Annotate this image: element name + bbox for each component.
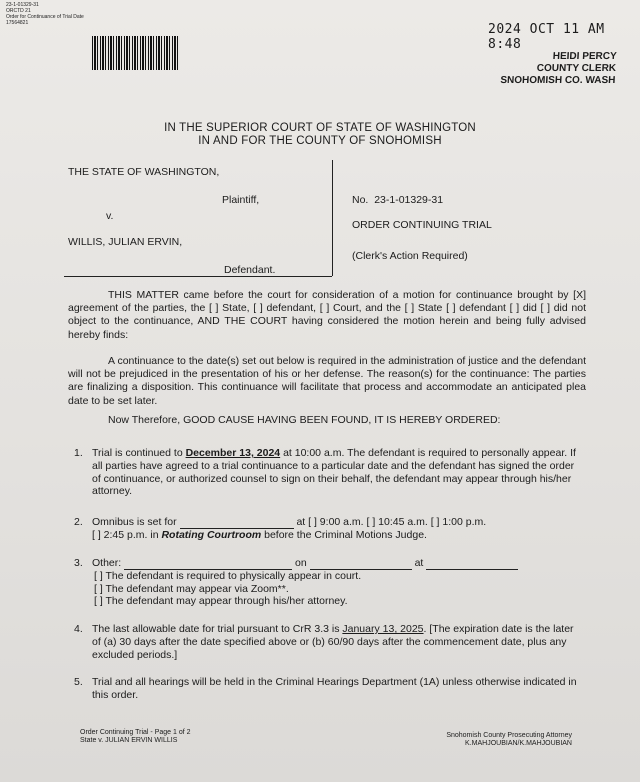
item-number: 2.	[74, 516, 83, 528]
filing-stamp-datetime: 2024 OCT 11 AM 8:48	[488, 22, 605, 52]
plaintiff-name: THE STATE OF WASHINGTON,	[68, 166, 220, 178]
rotating-courtroom: Rotating Courtroom	[161, 528, 262, 541]
court-heading-line1: IN THE SUPERIOR COURT OF STATE OF WASHINGTON	[164, 122, 476, 134]
last-allowable-date: January 13, 2025	[342, 623, 424, 635]
other-item	[92, 557, 592, 608]
order-title: ORDER CONTINUING TRIAL	[352, 219, 492, 231]
caption-divider-vertical	[332, 160, 333, 276]
barcode-label-line: 23-1-01329-31	[6, 2, 39, 8]
footer-prosecutor: Snohomish County Prosecuting Attorney	[446, 732, 572, 739]
appearance-option: [ ] The defendant may appear through his/her attorney.	[94, 595, 348, 608]
footer-left	[80, 729, 191, 745]
clerk-action-note: (Clerk's Action Required)	[352, 250, 468, 262]
item-number: 3.	[74, 557, 83, 569]
footer-case-name: State v. JULIAN ERVIN WILLIS	[80, 737, 178, 744]
item-text: on	[295, 557, 307, 569]
defendant-label: Defendant.	[224, 264, 276, 276]
item-text: at [ ] 9:00 a.m. [ ] 10:45 a.m. [ ] 1:00 p.m.	[296, 516, 487, 528]
clerk-stamp	[500, 51, 617, 87]
trial-date: December 13, 2024	[185, 447, 281, 459]
case-number-label: No.	[352, 194, 369, 206]
item-text: [ ] 2:45 p.m. in	[92, 528, 162, 541]
court-heading-line2: IN AND FOR THE COUNTY OF SNOHOMISH	[198, 135, 442, 147]
other-blank	[124, 559, 292, 570]
last-allowable-date-item	[92, 623, 584, 661]
omnibus-date-blank	[180, 518, 294, 529]
court-heading	[0, 122, 640, 148]
trial-continued-item	[92, 447, 580, 498]
barcode-label-line: Order for Continuance of Trial Date	[6, 14, 84, 20]
item-text: at 10:00 a.m. The defendant is required to personally appear. If all parties have agreed to a trial continuance to a particular date and the defendant has signed the order of continuance, or authorized counsel to sign on their behalf, the defendant may appear through his/her attorney.	[92, 447, 576, 498]
clerk-line: HEIDI PERCY	[552, 51, 617, 62]
appearance-option: [ ] The defendant is required to physically appear in court.	[94, 569, 362, 582]
case-number-value: 23-1-01329-31	[374, 194, 444, 206]
footer-page-info: Order Continuing Trial - Page 1 of 2	[80, 729, 191, 736]
barcode-label	[6, 2, 84, 26]
barcode-image	[92, 36, 180, 70]
clerk-line: SNOHOMISH CO. WASH	[500, 75, 616, 86]
ordered-paragraph: Now Therefore, GOOD CAUSE HAVING BEEN FOUND, IT IS HEREBY ORDERED:	[108, 414, 501, 426]
footer-attorney-initials: K.MAHJOUBIAN/K.MAHJOUBIAN	[465, 740, 572, 747]
item-text: Omnibus is set for	[92, 516, 177, 528]
item-text: Other:	[92, 557, 122, 569]
caption-divider-horizontal	[64, 276, 332, 277]
defendant-name: WILLIS, JULIAN ERVIN,	[68, 236, 183, 248]
item-text: . [The expiration date is the later of (a) 30 days after the date specified above or (b) 60/90 days after the commencement date, plus any excluded periods.]	[92, 623, 574, 661]
clerk-line: COUNTY CLERK	[536, 63, 617, 74]
case-number	[352, 194, 443, 207]
plaintiff-label: Plaintiff,	[222, 194, 260, 206]
barcode-label-line: ORCTD 21	[6, 8, 31, 14]
appearance-option: [ ] The defendant may appear via Zoom**.	[94, 582, 289, 595]
reason-paragraph: A continuance to the date(s) set out below is required in the administration of justice and the defendant will not be prejudiced in the presentation of his or her defense. The reason(s) for the continuance: The parties are finalizing a disposition. This continuance will facilitate that process and accommodate an anticipated plea date to be set later.	[68, 355, 586, 407]
item-text: The last allowable date for trial pursuant to CrR 3.3 is	[92, 623, 343, 635]
versus-label: v.	[106, 210, 114, 222]
findings-paragraph: THIS MATTER came before the court for consideration of a motion for continuance brought by [X] agreement of the parties, the [ ] State, [ ] defendant, [ ] Court, and the [ ] State [ ] defendant [ ] did [ ] did not object to the continuance, AND THE COURT having considered the motion herein and being fully advised hereby finds:	[68, 289, 586, 341]
other-date-blank	[310, 559, 412, 570]
barcode-label-line: 17564821	[6, 20, 29, 26]
hearings-location-item: Trial and all hearings will be held in the Criminal Hearings Department (1A) unless otherwise indicated in this order.	[92, 676, 577, 701]
other-time-blank	[426, 559, 518, 570]
omnibus-item	[92, 516, 592, 542]
item-number: 4.	[74, 623, 83, 635]
item-text: at	[414, 557, 424, 569]
item-text: Trial is continued to	[92, 447, 186, 459]
item-number: 5.	[74, 676, 83, 688]
item-number: 1.	[74, 447, 83, 459]
item-text: before the Criminal Motions Judge.	[261, 528, 427, 541]
footer-right	[420, 732, 572, 748]
